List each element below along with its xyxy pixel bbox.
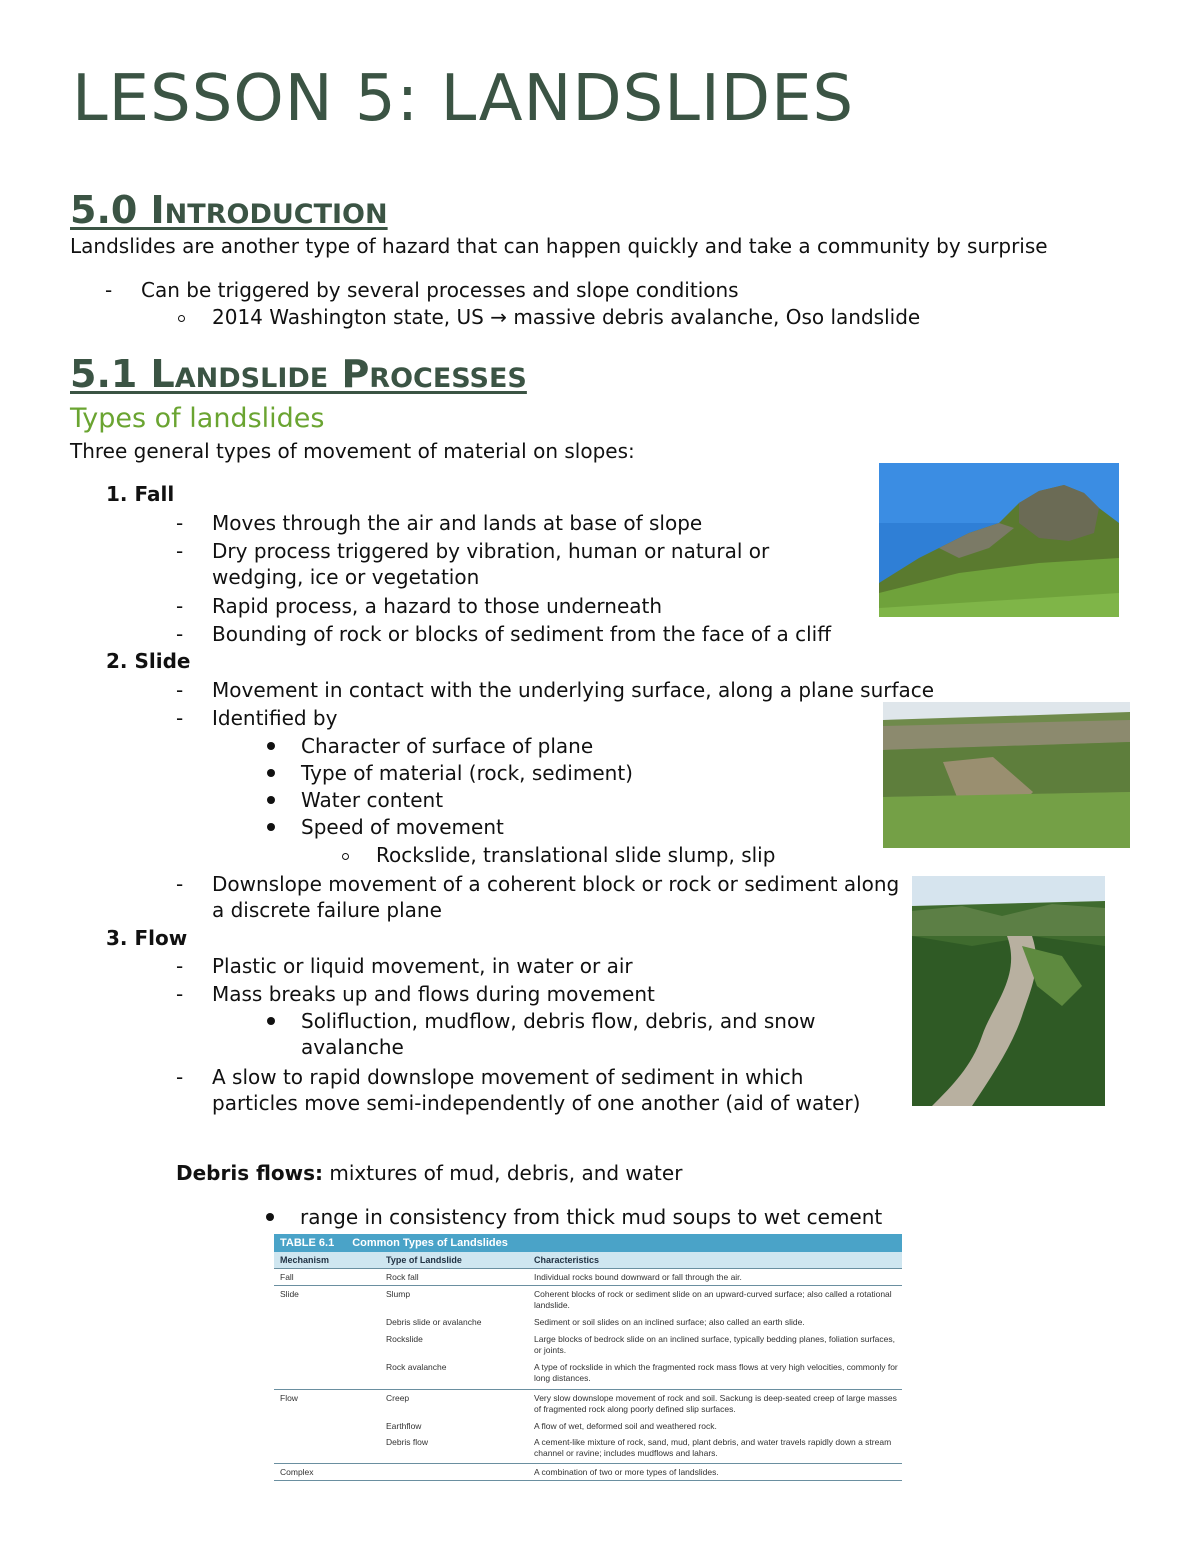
table-cell: Slump <box>386 1289 411 1299</box>
table-cell: Individual rocks bound downward or fall through the air. <box>534 1272 742 1282</box>
table-cell: A combination of two or more types of landslides. <box>534 1467 719 1477</box>
intro-sub-bullet: 2014 Washington state, US → massive debris avalanche, Oso landslide <box>212 305 921 329</box>
table-cell: Fall <box>280 1272 294 1282</box>
table-cell: Very slow downslope movement of rock and soil. Sackung is deep-seated creep of large masses of fragmented rock along poorly defined slip surfaces. <box>534 1393 897 1414</box>
table-row <box>274 1269 902 1285</box>
flow-item-3: - A slow to rapid downslope movement of sediment in which particles move semi-independently of one another (aid of water) <box>212 1064 872 1116</box>
table-cell: Slide <box>280 1289 299 1299</box>
flow-item-2: - Mass breaks up and flows during movement <box>212 981 655 1007</box>
slide-item-2: - Identified by <box>212 705 337 731</box>
fall-item-1: - Moves through the air and lands at base of slope <box>212 510 702 536</box>
column-header: Characteristics <box>534 1255 600 1265</box>
table-row <box>274 1464 902 1481</box>
processes-heading: 5.1 Landslide Processes <box>70 352 527 396</box>
table-cell: Flow <box>280 1393 298 1403</box>
slide-identified-4: Speed of movement <box>301 815 504 839</box>
table-cell: Debris flow <box>386 1437 429 1447</box>
table-cell: Rockslide <box>386 1334 423 1344</box>
slide-identified-1: Character of surface of plane <box>301 734 594 758</box>
table-cell: Large blocks of bedrock slide on an inclined surface, typically bedding planes, foliation surfaces, or joints. <box>534 1334 895 1355</box>
table-cell: Debris slide or avalanche <box>386 1317 482 1327</box>
table-cell: Rock avalanche <box>386 1362 447 1372</box>
table-cell: A flow of wet, deformed soil and weathered rock. <box>534 1421 717 1431</box>
table-cell: A cement-like mixture of rock, sand, mud, plant debris, and water travels rapidly down a stream channel or ravine; includes mudflows and lahars. <box>534 1437 892 1458</box>
slide-identified-2: Type of material (rock, sediment) <box>301 761 633 785</box>
table-cell: Complex <box>280 1467 314 1477</box>
slide-valley-photo <box>883 702 1130 848</box>
table-row <box>274 1419 902 1435</box>
slide-label: 2. Slide <box>106 649 191 673</box>
debris-flows-line <box>176 1160 682 1186</box>
intro-text: Landslides are another type of hazard that can happen quickly and take a community by surprise <box>70 234 1048 258</box>
intro-bullet: - Can be triggered by several processes and slope conditions <box>141 277 739 303</box>
debris-flows-text: mixtures of mud, debris, and water <box>323 1161 683 1185</box>
intro-heading: 5.0 Introduction <box>70 188 388 232</box>
table-cell: Earthflow <box>386 1421 422 1431</box>
types-subheading: Types of landslides <box>70 403 325 434</box>
slide-item-3: - Downslope movement of a coherent block or rock or sediment along a discrete failure plane <box>212 871 902 923</box>
table-cell: A type of rockslide in which the fragmented rock mass flows at very high velocities, commonly for long distances. <box>534 1362 898 1383</box>
table-cell: Rock fall <box>386 1272 419 1282</box>
table-row <box>274 1315 902 1332</box>
table-row <box>274 1332 902 1360</box>
table-caption: Common Types of Landslides <box>352 1237 508 1249</box>
slide-identified-3: Water content <box>301 788 444 812</box>
flow-label: 3. Flow <box>106 926 188 950</box>
page-title: LESSON 5: LANDSLIDES <box>72 62 855 136</box>
table-cell: Sediment or soil slides on an inclined surface; also called an earth slide. <box>534 1317 805 1327</box>
fall-item-4: - Bounding of rock or blocks of sediment from the face of a cliff <box>212 621 831 647</box>
fall-item-2: - Dry process triggered by vibration, human or natural or wedging, ice or vegetation <box>212 538 852 590</box>
slide-item-1: - Movement in contact with the underlying surface, along a plane surface <box>212 677 934 703</box>
table-row <box>274 1390 902 1419</box>
column-header: Type of Landslide <box>386 1255 462 1265</box>
fall-cliff-photo <box>879 463 1119 617</box>
table-cell: Creep <box>386 1393 410 1403</box>
slide-examples: Rockslide, translational slide slump, slip <box>376 843 776 867</box>
debris-flows-label: Debris flows: <box>176 1161 324 1185</box>
processes-lead: Three general types of movement of material on slopes: <box>70 439 635 463</box>
table-row <box>274 1286 902 1315</box>
debris-bullet: range in consistency from thick mud soups to wet cement <box>300 1205 883 1229</box>
table-number: TABLE 6.1 <box>280 1237 335 1249</box>
table-header-row <box>274 1252 902 1269</box>
fall-item-3: - Rapid process, a hazard to those underneath <box>212 593 662 619</box>
table-row <box>274 1435 902 1463</box>
flow-river-photo <box>912 876 1105 1106</box>
table-cell: Coherent blocks of rock or sediment slide on an upward-curved surface; also called a rotational landslide. <box>534 1289 892 1310</box>
landslide-types-table <box>274 1234 902 1481</box>
fall-label: 1. Fall <box>106 482 175 506</box>
flow-item-1: - Plastic or liquid movement, in water or air <box>212 953 633 979</box>
flow-examples: Solifluction, mudflow, debris flow, debris, and snow avalanche <box>301 1008 881 1060</box>
table-row <box>274 1360 902 1389</box>
table-title-bar <box>274 1234 902 1252</box>
column-header: Mechanism <box>280 1255 330 1265</box>
